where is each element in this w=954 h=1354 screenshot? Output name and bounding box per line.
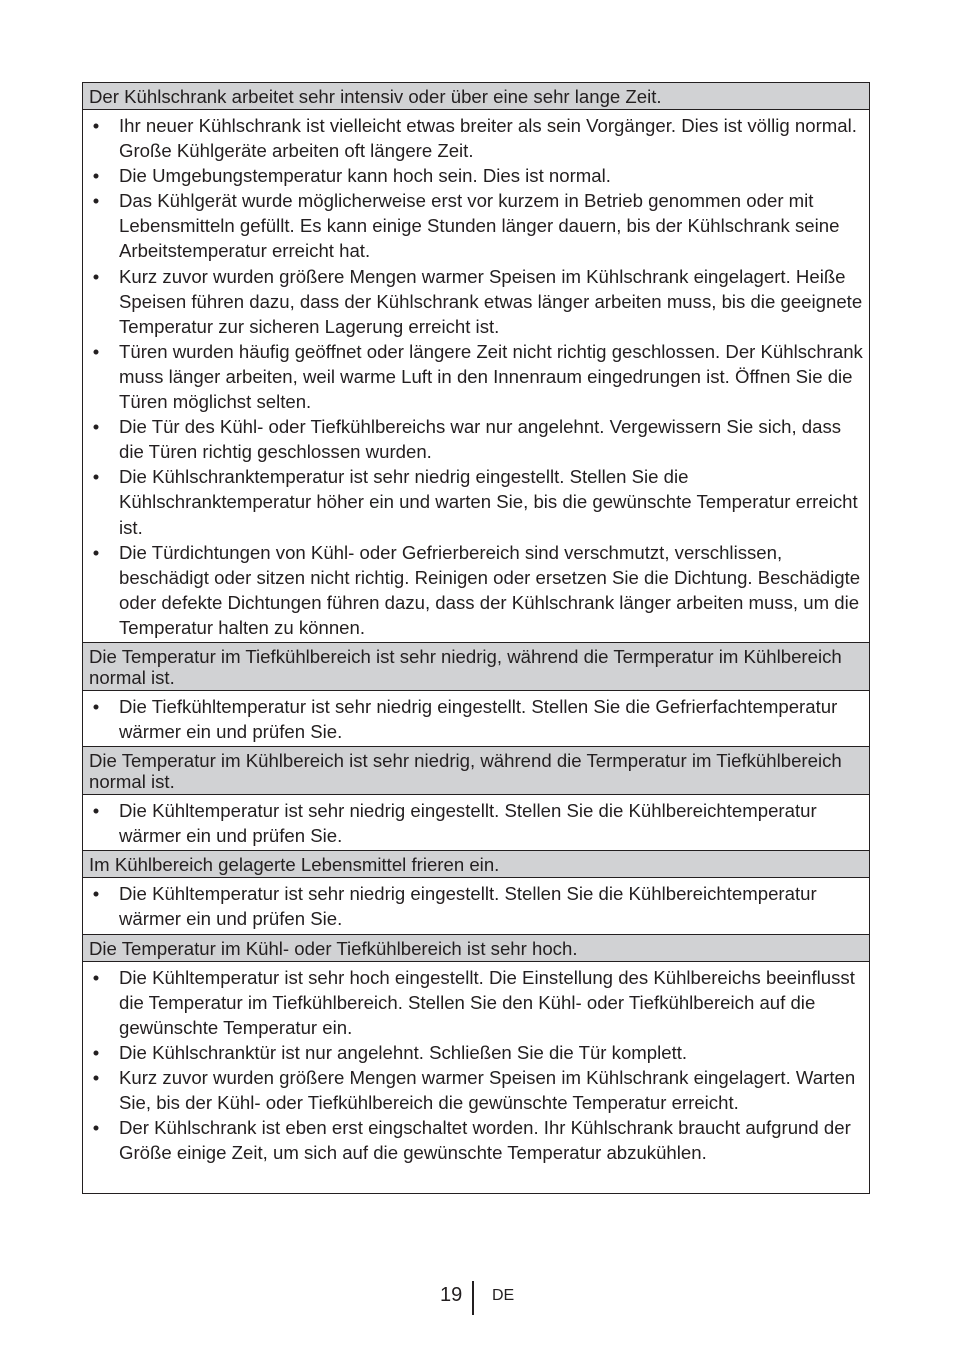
cause-item [92, 188, 865, 263]
cause-text: Ihr neuer Kühlschrank ist vielleicht etwas breiter als sein Vorgänger. Dies ist völlig normal. Große Kühlgeräte arbeiten oft längere Zeit. [119, 115, 857, 162]
problem-header: Die Temperatur im Kühlbereich ist sehr niedrig, während die Termperatur im Tiefkühlbereich normal ist. [83, 746, 869, 795]
cause-item [92, 1115, 865, 1165]
troubleshooting-table [82, 82, 870, 1194]
footer-divider [472, 1281, 474, 1315]
bullet-icon: • [92, 416, 100, 438]
cause-item [92, 798, 865, 848]
cause-item [92, 881, 865, 931]
problem-header: Im Kühlbereich gelagerte Lebensmittel frieren ein. [83, 850, 869, 878]
cause-text: Die Kühltemperatur ist sehr niedrig eingestellt. Stellen Sie die Kühlbereichtemperatur wärmer ein und prüfen Sie. [119, 800, 817, 847]
cause-item [92, 1065, 865, 1115]
page-footer [0, 1279, 954, 1315]
cause-text: Türen wurden häufig geöffnet oder längere Zeit nicht richtig geschlossen. Der Kühlschrank muss länger arbeiten, weil warme Luft in den Innenraum eingedrungen ist. Öffnen Sie die Türen möglichst selten. [119, 340, 863, 413]
cause-item [92, 339, 865, 414]
cause-text: Kurz zuvor wurden größere Mengen warmer Speisen im Kühlschrank eingelagert. Heiße Speisen führen dazu, dass der Kühlschrank etwas länger arbeiten muss, bis die geeignete Temperatur zur sicheren Lagerung erreicht ist. [119, 265, 863, 337]
cause-text: Der Kühlschrank ist eben erst eingschaltet worden. Ihr Kühlschrank braucht aufgrund der Größe einige Zeit, um sich auf die gewünschte Temperatur abzukühlen. [119, 1117, 851, 1164]
cause-text: Das Kühlgerät wurde möglicherweise erst vor kurzem in Betrieb genommen oder mit Lebensmitteln gefüllt. Es kann einige Stunden länger dauern, bis der Kühlschrank seine Arbeitstemperatur erreicht hat. [119, 190, 840, 262]
cause-item [92, 264, 865, 339]
bullet-icon: • [92, 1066, 100, 1088]
bullet-icon: • [92, 966, 100, 988]
cause-text: Die Tiefkühltemperatur ist sehr niedrig eingestellt. Stellen Sie die Gefrierfachtemperatur wärmer ein und prüfen Sie. [119, 695, 838, 743]
problem-header: Die Temperatur im Kühl- oder Tiefkühlbereich ist sehr hoch. [83, 934, 869, 962]
bullet-icon: • [92, 1041, 100, 1063]
language-code: DE [492, 1287, 515, 1304]
bullet-icon: • [92, 340, 100, 362]
bullet-icon: • [92, 165, 100, 187]
cause-list [83, 878, 869, 933]
cause-item [92, 464, 865, 539]
cause-item [92, 163, 865, 188]
bullet-icon: • [92, 1117, 100, 1139]
cause-text: Die Kühlschranktür ist nur angelehnt. Schließen Sie die Tür komplett. [119, 1041, 688, 1063]
cause-text: Die Kühltemperatur ist sehr niedrig eingestellt. Stellen Sie die Kühlbereichtemperatur wärmer ein und prüfen Sie. [119, 883, 817, 930]
cause-item [92, 694, 865, 744]
cause-text: Die Umgebungstemperatur kann hoch sein. Dies ist normal. [119, 165, 611, 187]
bullet-icon: • [92, 190, 100, 212]
bullet-icon: • [92, 883, 100, 905]
cause-item [92, 414, 865, 464]
bullet-icon: • [92, 695, 100, 717]
problem-header: Die Temperatur im Tiefkühlbereich ist sehr niedrig, während die Termperatur im Kühlbereich normal ist. [83, 642, 869, 691]
cause-item [92, 113, 865, 163]
cause-text: Die Tür des Kühl- oder Tiefkühlbereichs war nur angelehnt. Vergewissern Sie sich, dass die Türen richtig geschlossen wurden. [119, 416, 842, 463]
cause-text: Die Türdichtungen von Kühl- oder Gefrierbereich sind verschmutzt, verschlissen, beschädigt oder sitzen nicht richtig. Reinigen oder ersetzen Sie die Dichtung. Beschädigte oder defekte Dichtungen führen dazu, dass der Kühlschrank länger arbeiten muss, um die Temperatur halten zu können. [119, 541, 861, 638]
bullet-icon: • [92, 265, 100, 287]
bullet-icon: • [92, 115, 100, 136]
cause-item [92, 1040, 865, 1065]
cause-text: Die Kühltemperatur ist sehr hoch eingestellt. Die Einstellung des Kühlbereichs beeinflusst die Temperatur im Tiefkühlbereich. Stellen Sie den Kühl- oder Tiefkühlbereich auf die gewünschte Temperatur ein. [119, 966, 855, 1038]
bullet-icon: • [92, 466, 100, 488]
problem-header: Der Kühlschrank arbeitet sehr intensiv oder über eine sehr lange Zeit. [83, 83, 869, 110]
cause-list [83, 795, 869, 850]
bullet-icon: • [92, 541, 100, 563]
cause-list [83, 110, 869, 642]
cause-text: Die Kühlschranktemperatur ist sehr niedrig eingestellt. Stellen Sie die Kühlschranktemperatur höher ein und warten Sie, bis die gewünschte Temperatur erreicht ist. [119, 466, 858, 538]
cause-list [83, 691, 869, 746]
cause-item [92, 965, 865, 1040]
cause-text: Kurz zuvor wurden größere Mengen warmer Speisen im Kühlschrank eingelagert. Warten Sie, bis der Kühl- oder Tiefkühlbereich die gewünschte Temperatur erreicht. [119, 1066, 856, 1113]
cause-list [83, 962, 869, 1194]
page-number: 19 [440, 1284, 463, 1306]
cause-item [92, 540, 865, 640]
bullet-icon: • [92, 800, 100, 822]
